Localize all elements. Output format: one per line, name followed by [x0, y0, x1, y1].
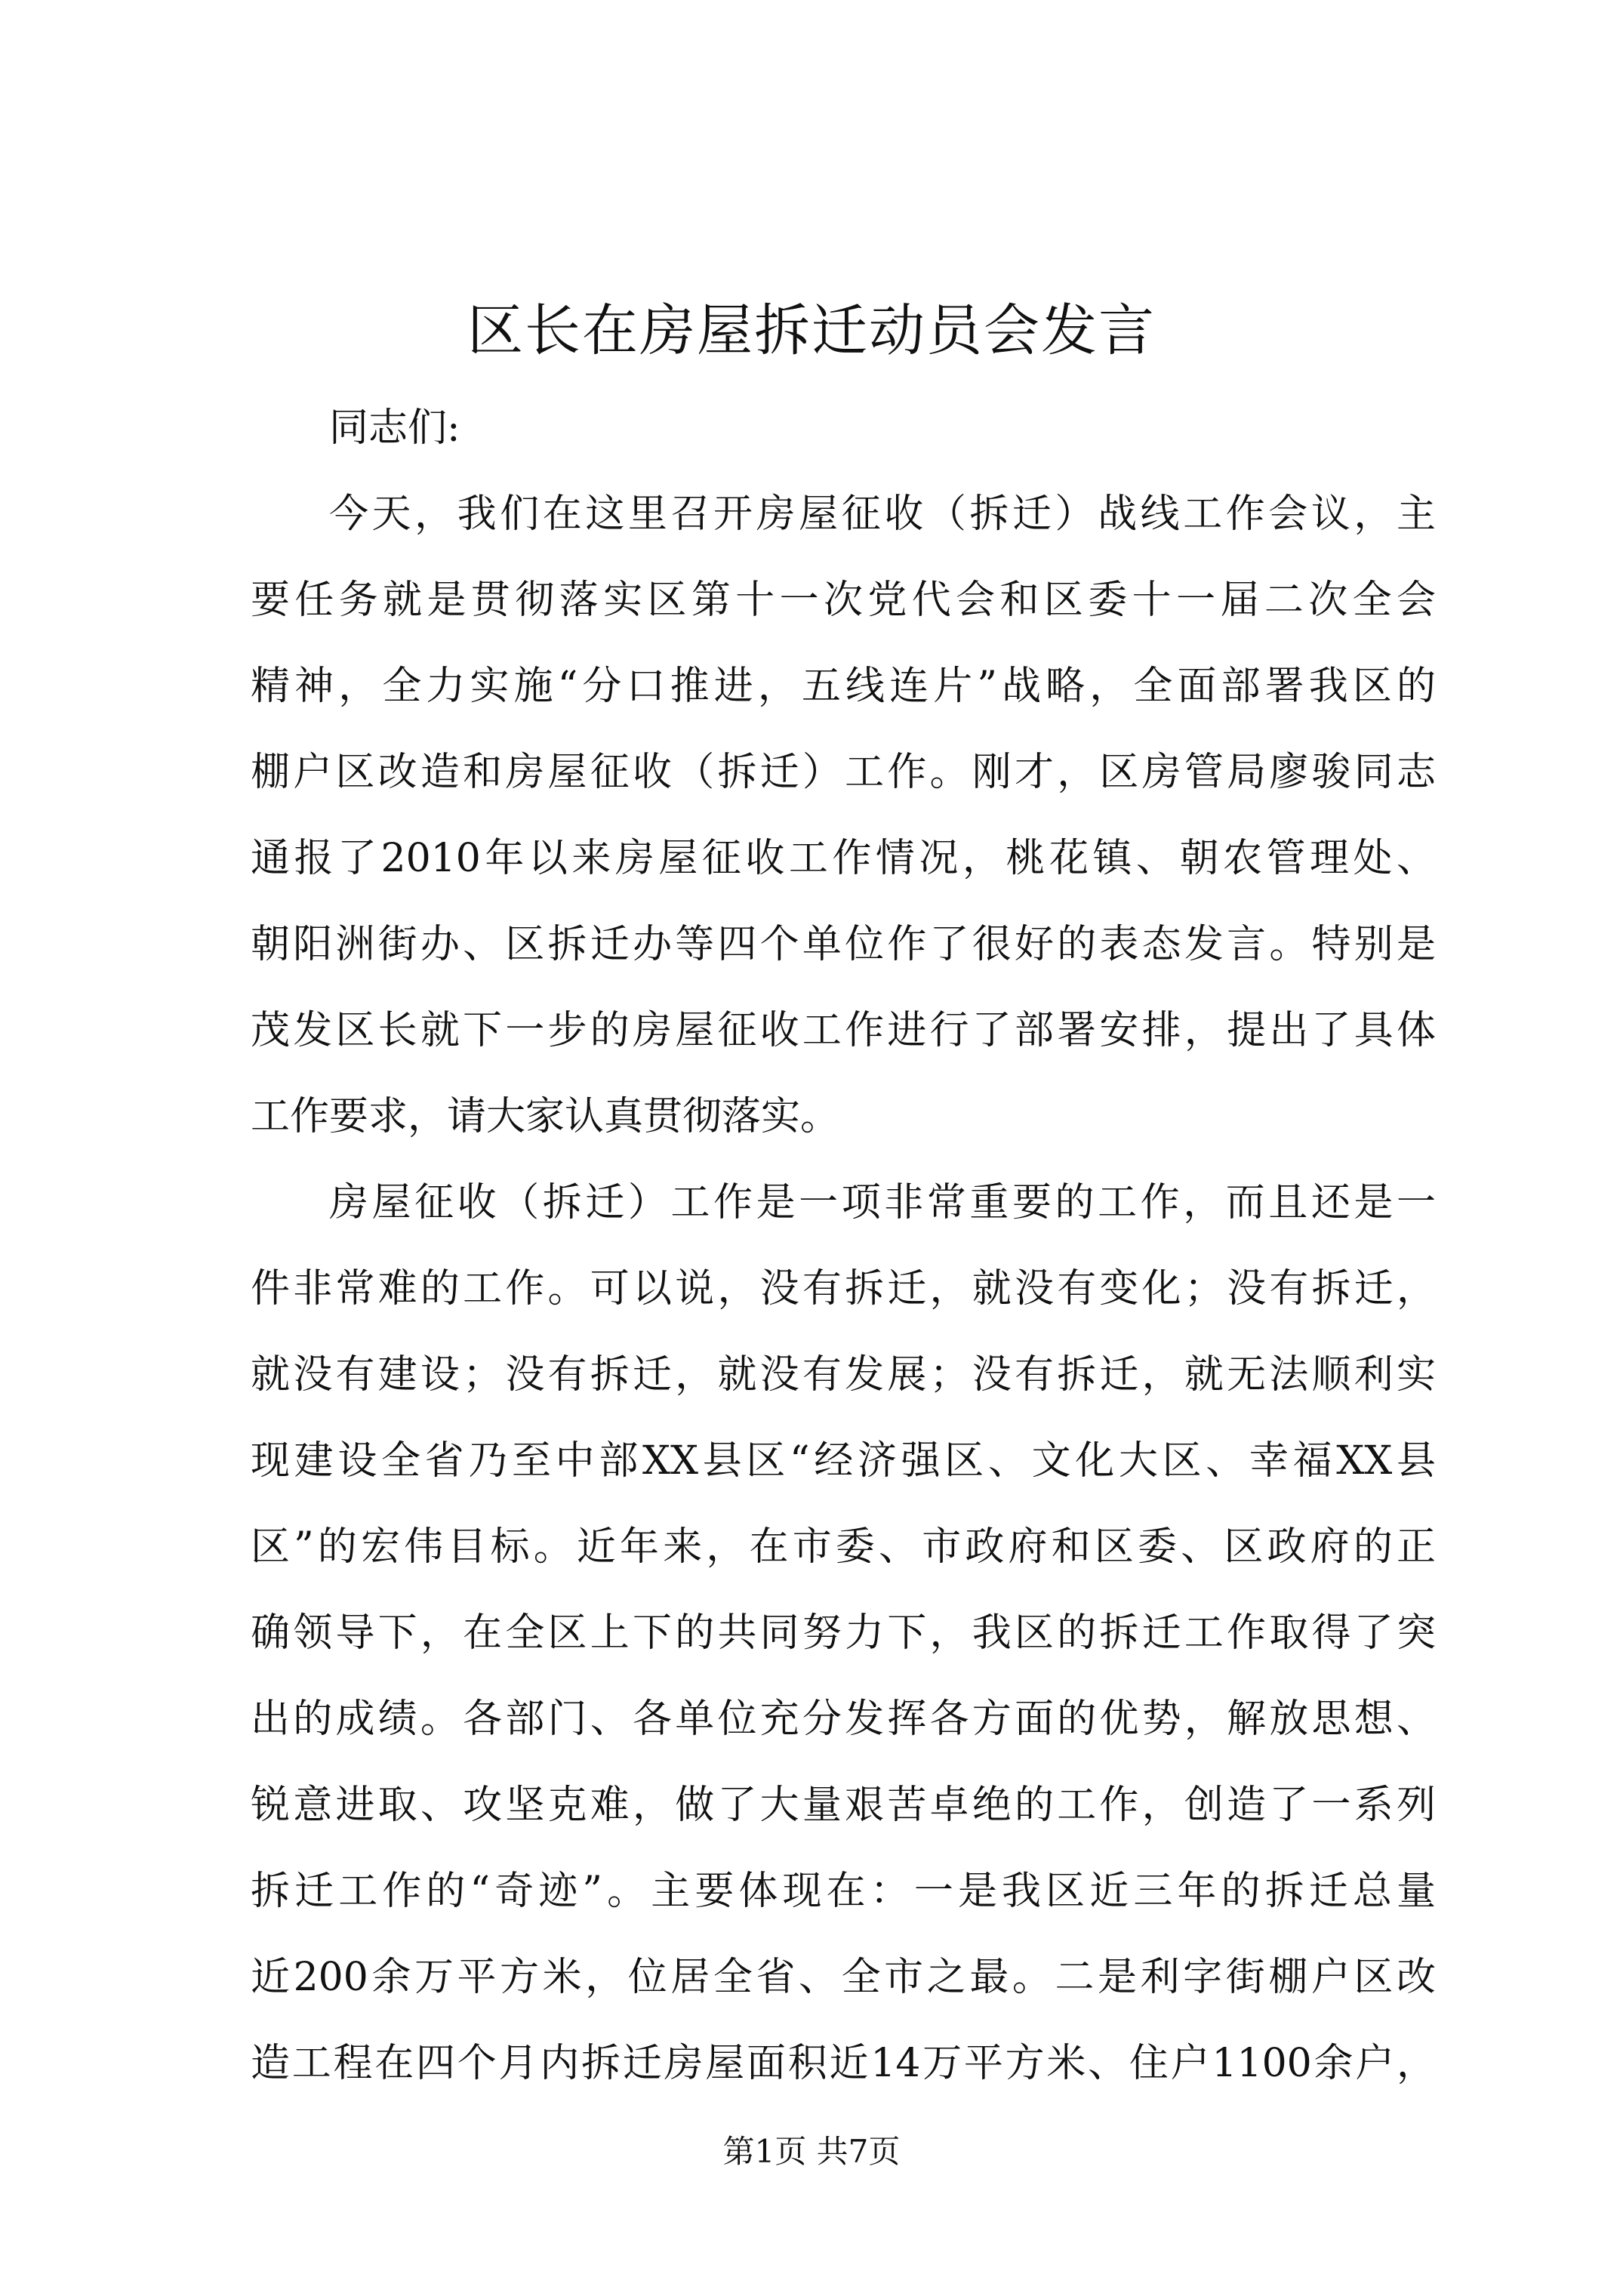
document-title: 区长在房屋拆迁动员会发言 [467, 298, 1156, 363]
text-line: 就没有建设；没有拆迁，就没有发展；没有拆迁，就无法顺利实 [251, 1352, 1436, 1398]
text-line: 现建设全省乃至中部XX县区“经济强区、文化大区、幸福XX县 [251, 1438, 1436, 1484]
text-line: 通报了2010年以来房屋征收工作情况，桃花镇、朝农管理处、 [251, 836, 1436, 881]
text-line: 工作要求，请大家认真贯彻落实。 [251, 1094, 840, 1139]
text-line: 茂发区长就下一步的房屋征收工作进行了部署安排，提出了具体 [251, 1008, 1436, 1053]
text-line: 朝阳洲街办、区拆迁办等四个单位作了很好的表态发言。特别是 [251, 922, 1436, 967]
text-line: 要任务就是贯彻落实区第十一次党代会和区委十一届二次全会 [251, 578, 1436, 623]
text-line: 件非常难的工作。可以说，没有拆迁，就没有变化；没有拆迁， [251, 1266, 1436, 1311]
text-line: 同志们: [329, 405, 460, 451]
text-line: 拆迁工作的“奇迹”。主要体现在：一是我区近三年的拆迁总量 [251, 1869, 1436, 1914]
text-line: 精神，全力实施“分口推进，五线连片”战略，全面部署我区的 [251, 664, 1436, 709]
text-line: 房屋征收（拆迁）工作是一项非常重要的工作，而且还是一 [329, 1180, 1436, 1225]
page-footer: 第1页 共7页 [722, 2133, 901, 2170]
text-line: 棚户区改造和房屋征收（拆迁）工作。刚才，区房管局廖骏同志 [251, 750, 1436, 795]
text-line: 近200余万平方米，位居全省、全市之最。二是利字街棚户区改 [251, 1955, 1436, 2000]
text-line: 出的成绩。各部门、各单位充分发挥各方面的优势，解放思想、 [251, 1697, 1436, 1742]
text-line: 今天，我们在这里召开房屋征收（拆迁）战线工作会议，主 [329, 492, 1436, 537]
text-line: 造工程在四个月内拆迁房屋面积近14万平方米、住户1100余户， [251, 2041, 1436, 2086]
text-line: 确领导下，在全区上下的共同努力下，我区的拆迁工作取得了突 [251, 1610, 1436, 1656]
text-line: 区”的宏伟目标。近年来，在市委、市政府和区委、区政府的正 [251, 1524, 1436, 1570]
document-body [251, 385, 1436, 2106]
text-line: 锐意进取、攻坚克难，做了大量艰苦卓绝的工作，创造了一系列 [251, 1783, 1436, 1828]
